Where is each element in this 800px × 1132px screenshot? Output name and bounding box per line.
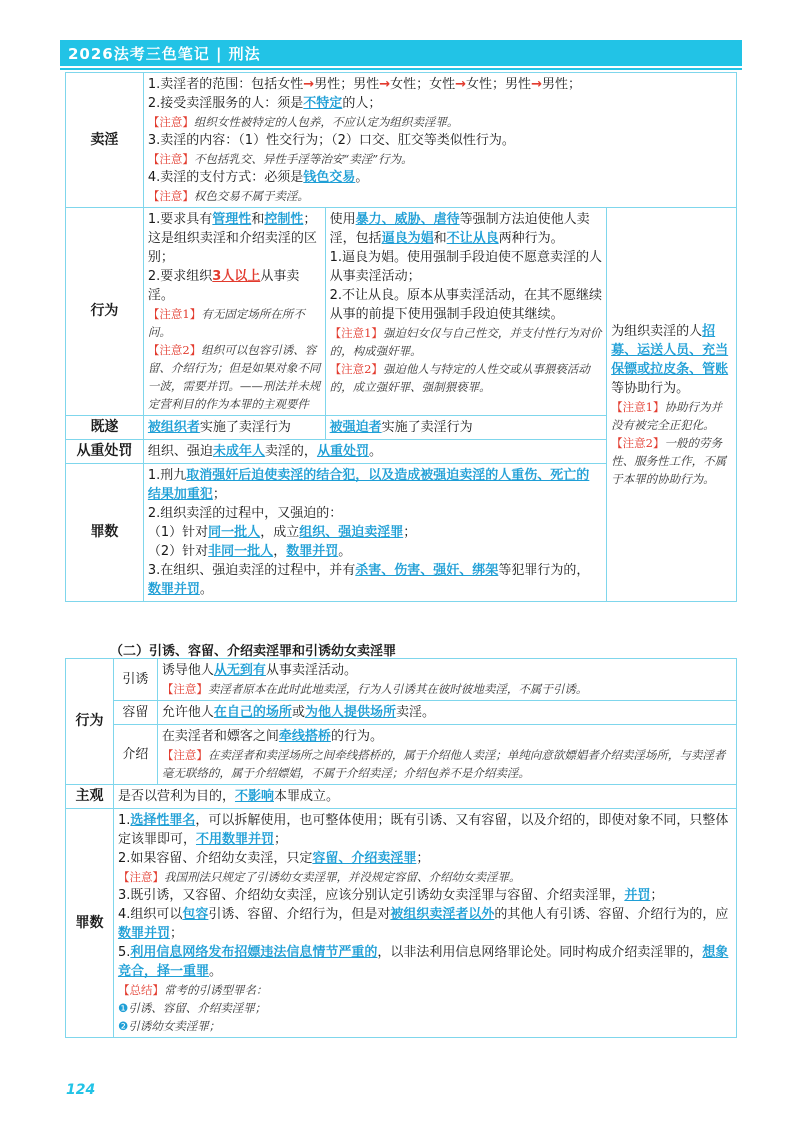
text-line: 4.卖淫的支付方式：必须是钱色交易。 bbox=[147, 170, 369, 185]
note: 【注意】权色交易不属于卖淫。 bbox=[147, 189, 309, 203]
text-line: 使用暴力、威胁、虐待等强制方法迫使他人卖淫，包括逼良为娼和不让从良两种行为。 bbox=[329, 212, 590, 246]
page-number: 124 bbox=[66, 1082, 96, 1098]
note: 【注意】卖淫者原本在此时此地卖淫，行为人引诱其在彼时彼地卖淫，不属于引诱。 bbox=[161, 682, 588, 696]
text-line: 为组织卖淫的人招募、运送人员、充当保镖或拉皮条、管账等协助行为。 bbox=[611, 323, 729, 396]
note: 【注意1】有无固定场所在所不问。 bbox=[147, 307, 305, 339]
zhuguan-content: 是否以营利为目的，不影响本罪成立。 bbox=[113, 785, 736, 809]
text-line: 5.利用信息网络发布招嫖违法信息情节严重的，以非法利用信息网络罪论处。同时构成介绍卖淫罪的，想象竞合，择一重罪。 bbox=[117, 945, 729, 979]
table-row-zuishu2 bbox=[66, 809, 737, 1038]
text-line: 2.不让从良。原本从事卖淫活动，在其不愿继续从事的前提下使用强制手段迫使其继续。 bbox=[329, 288, 603, 322]
maiyin-content bbox=[143, 73, 736, 208]
text-line: （1）针对同一批人，成立组织、强迫卖淫罪； bbox=[147, 525, 417, 540]
table-lure-harbor-introduce bbox=[65, 658, 737, 1038]
note: 【注意】在卖淫者和卖淫场所之间牵线搭桥的，属于介绍他人卖淫；单纯向意欲嫖娼者介绍卖淫场所，与卖淫者毫无联络的，属于介绍嫖娼，不属于介绍卖淫；介绍包养不是介绍卖淫。 bbox=[161, 748, 726, 780]
text-line: 诱导他人从无到有从事卖淫活动。 bbox=[161, 663, 357, 678]
text-line: 2.要求组织3人以上从事卖淫。 bbox=[147, 269, 300, 303]
text-line: 2.接受卖淫服务的人：须是不特定的人； bbox=[147, 96, 382, 111]
text-line: 3.在组织、强迫卖淫的过程中，并有杀害、伤害、强奸、绑架等犯罪行为的，数罪并罚。 bbox=[147, 563, 590, 597]
jisui-force: 被强迫者实施了卖淫行为 bbox=[325, 416, 607, 440]
row-label-xingwei: 行为 bbox=[66, 208, 144, 416]
table-row-maiyin bbox=[66, 73, 737, 208]
sub-label-yinyou: 引诱 bbox=[113, 659, 157, 701]
note: 【注意1】强迫妇女仅与自己性交，并支付性行为对价的，构成强奸罪。 bbox=[329, 326, 602, 358]
page-header-title: 2026法考三色笔记 | 刑法 bbox=[68, 45, 261, 63]
text-line: 2.组织卖淫的过程中，又强迫的： bbox=[147, 506, 343, 521]
table-row-rongliu bbox=[66, 701, 737, 725]
summary-item: ❷引诱幼女卖淫罪； bbox=[117, 1019, 221, 1033]
xingwei-force bbox=[325, 208, 607, 416]
rongliu-content: 允许他人在自己的场所或为他人提供场所卖淫。 bbox=[157, 701, 736, 725]
row-label-zhuguan: 主观 bbox=[66, 785, 114, 809]
sub-label-jieshao: 介绍 bbox=[113, 725, 157, 785]
section-title: （二）引诱、容留、介绍卖淫罪和引诱幼女卖淫罪 bbox=[110, 644, 397, 659]
note: 【注意】我国刑法只规定了引诱幼女卖淫罪，并没规定容留、介绍幼女卖淫罪。 bbox=[117, 870, 521, 884]
jieshao-content bbox=[157, 725, 736, 785]
table-row-zhuguan bbox=[66, 785, 737, 809]
congzhong-content: 组织、强迫未成年人卖淫的，从重处罚。 bbox=[143, 440, 606, 464]
summary: 【总结】常考的引诱型罪名： bbox=[117, 983, 268, 997]
xingwei-organize bbox=[143, 208, 325, 416]
row-label-zuishu2: 罪数 bbox=[66, 809, 114, 1038]
text-line: 3.卖淫的内容：（1）性交行为；（2）口交、肛交等类似性行为。 bbox=[147, 133, 515, 148]
sub-label-rongliu: 容留 bbox=[113, 701, 157, 725]
xingwei-assist bbox=[607, 208, 737, 602]
text-line: 1.刑九取消强奸后迫使卖淫的结合犯，以及造成被强迫卖淫的人重伤、死亡的结果加重犯； bbox=[147, 468, 590, 502]
header-rule bbox=[60, 68, 742, 70]
text-line: 3.既引诱，又容留、介绍幼女卖淫，应该分别认定引诱幼女卖淫罪与容留、介绍卖淫罪，并罚； bbox=[117, 888, 664, 903]
note: 【注意2】强迫他人与特定的人性交或从事猥亵活动的，成立强奸罪、强制猥亵罪。 bbox=[329, 362, 590, 394]
row-label-xingwei2: 行为 bbox=[66, 659, 114, 785]
text-line: 2.如果容留、介绍幼女卖淫，只定容留、介绍卖淫罪； bbox=[117, 851, 430, 866]
table-row-yinyou bbox=[66, 659, 737, 701]
zuishu-content bbox=[143, 464, 606, 602]
note: 【注意1】协助行为并没有被完全正犯化。 bbox=[611, 399, 722, 432]
text-line: 1.选择性罪名，可以拆解使用，也可整体使用；既有引诱、又有容留，以及介绍的，即使对象不同，只整体定该罪即可，不用数罪并罚； bbox=[117, 813, 729, 847]
table-row-jieshao bbox=[66, 725, 737, 785]
note: 【注意2】一般的劳务性、服务性工作，不属于本罪的协助行为。 bbox=[611, 435, 727, 486]
page-header bbox=[60, 40, 742, 66]
note: 【注意】不包括乳交、异性手淫等治安“卖淫”行为。 bbox=[147, 152, 413, 166]
text-line: 4.组织可以包容引诱、容留、介绍行为，但是对被组织卖淫者以外的其他人有引诱、容留、介绍行为的，应数罪并罚； bbox=[117, 907, 729, 941]
text-line: 在卖淫者和嫖客之间牵线搭桥的行为。 bbox=[161, 729, 383, 744]
row-label-jisui: 既遂 bbox=[66, 416, 144, 440]
text-line: 1.要求具有管理性和控制性；这是组织卖淫和介绍卖淫的区别； bbox=[147, 212, 317, 265]
jisui-organize: 被组织者实施了卖淫行为 bbox=[143, 416, 325, 440]
row-label-zuishu: 罪数 bbox=[66, 464, 144, 602]
row-label-congzhong: 从重处罚 bbox=[66, 440, 144, 464]
yinyou-content bbox=[157, 659, 736, 701]
table-row-xingwei bbox=[66, 208, 737, 416]
table-organize-force-prostitution bbox=[65, 72, 737, 602]
note: 【注意】组织女性被特定的人包养，不应认定为组织卖淫罪。 bbox=[147, 115, 459, 129]
row-label-maiyin: 卖淫 bbox=[66, 73, 144, 208]
text-line: 1.逼良为娼。使用强制手段迫使不愿意卖淫的人从事卖淫活动； bbox=[329, 250, 603, 284]
zuishu2-content bbox=[113, 809, 736, 1038]
text-line: 1.卖淫者的范围：包括女性→男性；男性→女性；女性→女性；男性→男性； bbox=[147, 77, 581, 92]
note: 【注意2】组织可以包容引诱、容留、介绍行为；但是如果对象不同一波，需要并罚。——刑法并未规定营利目的作为本罪的主观要件 bbox=[147, 343, 321, 411]
text-line: （2）针对非同一批人，数罪并罚。 bbox=[147, 544, 352, 559]
summary-item: ❶引诱、容留、介绍卖淫罪； bbox=[117, 1001, 267, 1015]
